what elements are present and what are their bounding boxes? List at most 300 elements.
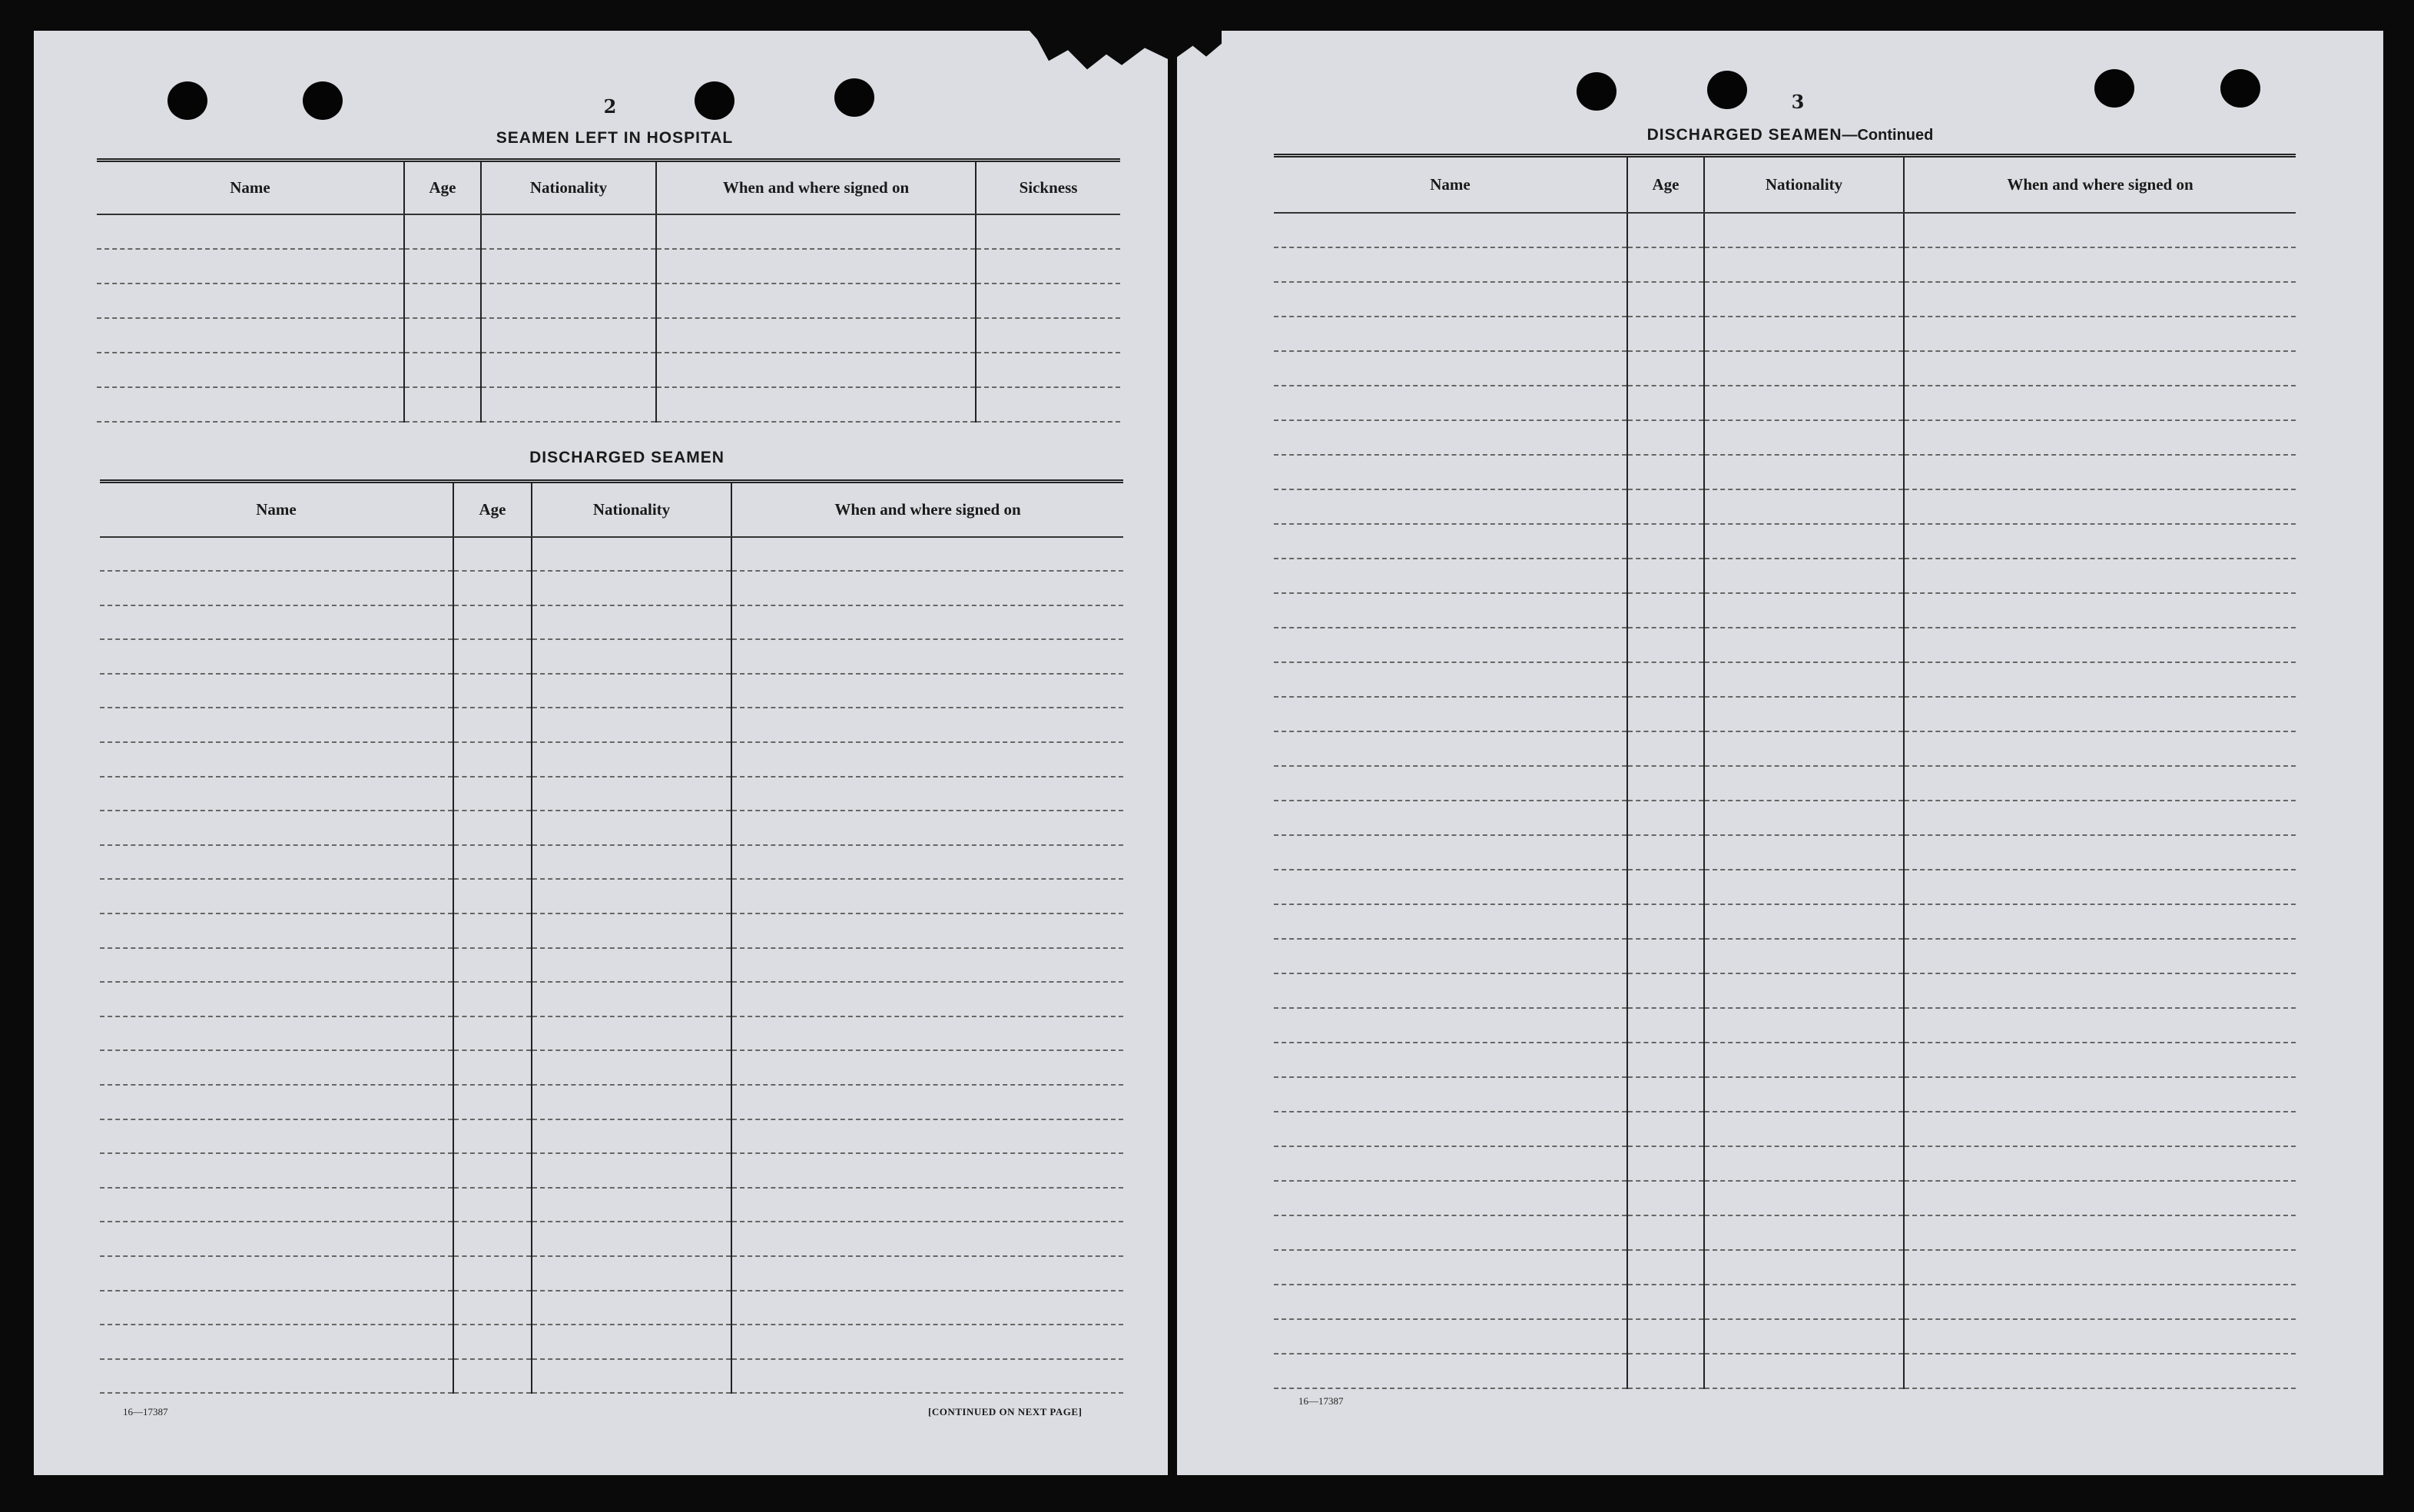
table-cell	[1704, 1285, 1904, 1319]
table-cell	[1704, 559, 1904, 593]
table-cell	[1274, 1043, 1627, 1077]
table-cell	[1274, 1112, 1627, 1146]
table-cell	[976, 387, 1120, 422]
table-cell	[97, 214, 404, 249]
table-cell	[1274, 835, 1627, 870]
table-cell	[100, 1119, 453, 1154]
table-row	[100, 982, 1123, 1016]
table-cell	[656, 353, 976, 387]
table-cell	[532, 1050, 731, 1085]
table-cell	[1274, 213, 1627, 247]
table-cell	[532, 811, 731, 845]
table-row	[1274, 801, 2296, 835]
punch-hole	[695, 81, 734, 120]
table-row	[100, 879, 1123, 914]
table-cell	[1904, 870, 2296, 904]
table-cell	[1704, 593, 1904, 628]
punch-hole	[2220, 69, 2260, 108]
table-cell	[731, 1016, 1123, 1051]
table-cell	[1627, 939, 1704, 973]
table-cell	[532, 845, 731, 880]
table-row	[1274, 1354, 2296, 1388]
table-cell	[731, 1222, 1123, 1256]
table-cell	[1704, 386, 1904, 420]
table-cell	[1704, 1008, 1904, 1043]
table-cell	[100, 982, 453, 1016]
table-row	[1274, 420, 2296, 455]
table-row	[1274, 455, 2296, 489]
table-cell	[453, 1119, 532, 1154]
table-cell	[656, 318, 976, 353]
column-header-age: Age	[404, 161, 481, 214]
table-cell	[1904, 1354, 2296, 1388]
table-cell	[1904, 1215, 2296, 1250]
column-header-age: Age	[453, 482, 532, 537]
table-row	[1274, 1077, 2296, 1112]
table-cell	[1274, 420, 1627, 455]
table-cell	[100, 1291, 453, 1325]
table-cell	[1627, 420, 1704, 455]
table-cell	[1627, 282, 1704, 317]
table-cell	[1904, 1285, 2296, 1319]
table-row	[100, 1153, 1123, 1188]
table-cell	[453, 914, 532, 948]
table-cell	[404, 214, 481, 249]
table-cell	[1627, 766, 1704, 801]
table-cell	[97, 353, 404, 387]
table-cell	[1704, 939, 1904, 973]
table-row	[97, 387, 1120, 422]
table-cell	[100, 845, 453, 880]
table-cell	[1904, 1250, 2296, 1285]
table-cell	[1274, 870, 1627, 904]
continued-note: [CONTINUED ON NEXT PAGE]	[928, 1406, 1083, 1418]
table-cell	[731, 674, 1123, 708]
table-row	[100, 639, 1123, 674]
table-cell	[731, 879, 1123, 914]
column-header-signed-on: When and where signed on	[656, 161, 976, 214]
table-cell	[1904, 1181, 2296, 1215]
table-cell	[97, 387, 404, 422]
table-cell	[1627, 351, 1704, 386]
table-cell	[1627, 489, 1704, 524]
table-cell	[453, 674, 532, 708]
table-row	[100, 1119, 1123, 1154]
table-cell	[1704, 317, 1904, 351]
punch-hole	[2094, 69, 2134, 108]
table-cell	[1704, 801, 1904, 835]
table-cell	[1274, 766, 1627, 801]
table-cell	[731, 571, 1123, 605]
table-cell	[1274, 351, 1627, 386]
table-cell	[731, 1050, 1123, 1085]
table-cell	[100, 1188, 453, 1222]
table-cell	[1627, 1285, 1704, 1319]
table-cell	[100, 1016, 453, 1051]
table-cell	[100, 571, 453, 605]
table-cell	[453, 1222, 532, 1256]
table-cell	[1274, 524, 1627, 559]
table-cell	[1627, 213, 1704, 247]
table-cell	[404, 249, 481, 284]
table-cell	[1627, 662, 1704, 697]
table-cell	[1627, 1319, 1704, 1354]
table-cell	[1704, 731, 1904, 766]
table-cell	[1904, 1008, 2296, 1043]
table-cell	[1627, 731, 1704, 766]
table-cell	[97, 284, 404, 318]
table-cell	[100, 1050, 453, 1085]
table-cell	[532, 1222, 731, 1256]
column-header-nationality: Nationality	[1704, 156, 1904, 213]
table-row	[1274, 1319, 2296, 1354]
table-cell	[731, 948, 1123, 983]
punch-hole	[1707, 71, 1747, 109]
table-cell	[453, 845, 532, 880]
table-cell	[731, 605, 1123, 640]
table-cell	[1274, 317, 1627, 351]
table-cell	[1704, 1043, 1904, 1077]
page-number: 2	[603, 95, 617, 118]
table-row	[100, 674, 1123, 708]
table-cell	[1627, 870, 1704, 904]
table-cell	[1274, 628, 1627, 662]
table-cell	[1274, 973, 1627, 1008]
table-cell	[481, 214, 656, 249]
table-cell	[481, 249, 656, 284]
table-cell	[1627, 317, 1704, 351]
table-cell	[453, 1325, 532, 1359]
table-cell	[97, 249, 404, 284]
table-cell	[1704, 662, 1904, 697]
table-cell	[453, 1188, 532, 1222]
table-cell	[1274, 1319, 1627, 1354]
table-cell	[481, 318, 656, 353]
table-cell	[731, 1085, 1123, 1119]
table-cell	[1627, 1146, 1704, 1181]
table-cell	[1627, 904, 1704, 939]
table-cell	[1704, 1319, 1904, 1354]
table-cell	[100, 1256, 453, 1291]
table-cell	[100, 708, 453, 742]
table-cell	[1627, 1008, 1704, 1043]
table-cell	[532, 1359, 731, 1394]
table-cell	[453, 537, 532, 572]
table-row	[1274, 213, 2296, 247]
table-cell	[453, 1256, 532, 1291]
table-row	[1274, 731, 2296, 766]
table-cell	[1274, 904, 1627, 939]
table-cell	[1704, 524, 1904, 559]
column-header-age: Age	[1627, 156, 1704, 213]
table-cell	[453, 1050, 532, 1085]
table-cell	[1904, 801, 2296, 835]
table-cell	[1627, 973, 1704, 1008]
table-cell	[100, 1085, 453, 1119]
table-row	[100, 1291, 1123, 1325]
table-row	[1274, 1146, 2296, 1181]
table-cell	[1274, 662, 1627, 697]
table-cell	[404, 353, 481, 387]
table-cell	[532, 674, 731, 708]
table-cell	[532, 742, 731, 777]
table-cell	[100, 1153, 453, 1188]
table-cell	[532, 777, 731, 811]
table-cell	[1274, 386, 1627, 420]
section-title-discharged-continued	[1552, 126, 2028, 144]
table-row	[100, 1050, 1123, 1085]
table-cell	[100, 1359, 453, 1394]
table-cell	[731, 914, 1123, 948]
table-cell	[532, 1085, 731, 1119]
table-cell	[1704, 213, 1904, 247]
table-cell	[1904, 628, 2296, 662]
table-cell	[1274, 247, 1627, 282]
table-header-row	[100, 482, 1123, 537]
table-cell	[1904, 835, 2296, 870]
table-row	[100, 1325, 1123, 1359]
table-cell	[1904, 317, 2296, 351]
table-cell	[1704, 766, 1904, 801]
table-row	[1274, 939, 2296, 973]
table-cell	[100, 948, 453, 983]
table-cell	[453, 948, 532, 983]
table-row	[100, 742, 1123, 777]
table-cell	[1274, 282, 1627, 317]
table-cell	[1904, 766, 2296, 801]
table-cell	[1274, 593, 1627, 628]
table-cell	[100, 811, 453, 845]
form-number: 16—17387	[123, 1406, 168, 1418]
table-cell	[1904, 213, 2296, 247]
table-cell	[1704, 628, 1904, 662]
table-cell	[1627, 1077, 1704, 1112]
table-cell	[100, 1222, 453, 1256]
table-row	[1274, 1285, 2296, 1319]
table-row	[97, 284, 1120, 318]
table-cell	[404, 318, 481, 353]
table-row	[97, 214, 1120, 249]
table-cell	[976, 214, 1120, 249]
table-cell	[1274, 489, 1627, 524]
table-cell	[100, 537, 453, 572]
table-cell	[1704, 870, 1904, 904]
table-cell	[1627, 593, 1704, 628]
table-row	[1274, 1112, 2296, 1146]
table-cell	[656, 249, 976, 284]
table-cell	[1627, 559, 1704, 593]
table-cell	[532, 879, 731, 914]
table-cell	[1704, 1077, 1904, 1112]
section-title-text: DISCHARGED SEAMEN	[1646, 126, 1842, 144]
table-cell	[453, 879, 532, 914]
table-cell	[1704, 835, 1904, 870]
table-cell	[1274, 1077, 1627, 1112]
table-cell	[453, 571, 532, 605]
table-cell	[481, 387, 656, 422]
table-cell	[1704, 697, 1904, 731]
column-header-name: Name	[1274, 156, 1627, 213]
table-row	[100, 1016, 1123, 1051]
table-row	[1274, 766, 2296, 801]
table-cell	[100, 742, 453, 777]
table-cell	[1904, 351, 2296, 386]
table-cell	[731, 845, 1123, 880]
table-cell	[100, 674, 453, 708]
table-cell	[731, 1325, 1123, 1359]
table-cell	[532, 605, 731, 640]
table-row	[1274, 628, 2296, 662]
table-row	[100, 1222, 1123, 1256]
table-cell	[532, 914, 731, 948]
table-cell	[1274, 1008, 1627, 1043]
table-cell	[1704, 1215, 1904, 1250]
table-cell	[1904, 973, 2296, 1008]
table-row	[1274, 1181, 2296, 1215]
table-row	[100, 914, 1123, 948]
table-cell	[1904, 247, 2296, 282]
table-cell	[1274, 731, 1627, 766]
table-cell	[1704, 282, 1904, 317]
table-cell	[656, 284, 976, 318]
table-cell	[404, 284, 481, 318]
table-cell	[731, 537, 1123, 572]
table-row	[1274, 559, 2296, 593]
table-cell	[1627, 628, 1704, 662]
table-cell	[532, 1016, 731, 1051]
punch-hole	[1577, 72, 1617, 111]
table-cell	[100, 879, 453, 914]
table-row	[97, 318, 1120, 353]
table-cell	[453, 811, 532, 845]
table-cell	[453, 1016, 532, 1051]
table-cell	[453, 708, 532, 742]
table-cell	[1704, 1181, 1904, 1215]
table-cell	[1704, 351, 1904, 386]
form-number: 16—17387	[1298, 1395, 1344, 1407]
table-cell	[1627, 1112, 1704, 1146]
table-cell	[532, 708, 731, 742]
table-cell	[1627, 1043, 1704, 1077]
table-cell	[453, 1359, 532, 1394]
table-cell	[453, 1153, 532, 1188]
table-cell	[1274, 1250, 1627, 1285]
table-cell	[532, 1256, 731, 1291]
table-cell	[532, 1291, 731, 1325]
table-row	[1274, 317, 2296, 351]
table-header-row	[97, 161, 1120, 214]
table-cell	[1704, 1354, 1904, 1388]
table-row	[1274, 973, 2296, 1008]
table-cell	[453, 777, 532, 811]
table-row	[100, 948, 1123, 983]
table-cell	[1704, 1250, 1904, 1285]
table-cell	[1904, 593, 2296, 628]
table-cell	[1627, 1354, 1704, 1388]
table-cell	[731, 639, 1123, 674]
table-header-row	[1274, 156, 2296, 213]
table-row	[1274, 1008, 2296, 1043]
table-cell	[1904, 386, 2296, 420]
table-cell	[1274, 1181, 1627, 1215]
table-cell	[731, 777, 1123, 811]
table-cell	[656, 387, 976, 422]
table-row	[1274, 489, 2296, 524]
table-cell	[976, 353, 1120, 387]
table-cell	[100, 639, 453, 674]
section-title-suffix: —Continued	[1842, 127, 1934, 144]
table-cell	[532, 1188, 731, 1222]
table-cell	[453, 1291, 532, 1325]
table-cell	[731, 708, 1123, 742]
table-cell	[731, 1153, 1123, 1188]
table-cell	[532, 948, 731, 983]
table-cell	[1627, 801, 1704, 835]
table-cell	[100, 1325, 453, 1359]
table-row	[1274, 282, 2296, 317]
table-cell	[1904, 1146, 2296, 1181]
table-cell	[1704, 904, 1904, 939]
table-cell	[1627, 524, 1704, 559]
table-cell	[1274, 1215, 1627, 1250]
column-header-name: Name	[97, 161, 404, 214]
table-cell	[731, 1291, 1123, 1325]
table-cell	[532, 571, 731, 605]
table-cell	[731, 982, 1123, 1016]
table-cell	[1904, 1112, 2296, 1146]
table-cell	[1904, 904, 2296, 939]
table-row	[100, 777, 1123, 811]
table-cell	[532, 1153, 731, 1188]
punch-hole	[167, 81, 207, 120]
table-cell	[1274, 939, 1627, 973]
table-cell	[976, 284, 1120, 318]
table-cell	[1704, 1112, 1904, 1146]
table-cell	[731, 1256, 1123, 1291]
table-row	[1274, 904, 2296, 939]
table-cell	[1704, 420, 1904, 455]
table-cell	[1274, 1146, 1627, 1181]
table-cell	[532, 1325, 731, 1359]
table-cell	[1627, 386, 1704, 420]
table-cell	[1904, 1077, 2296, 1112]
table-cell	[731, 742, 1123, 777]
table-cell	[532, 1119, 731, 1154]
table-cell	[1704, 489, 1904, 524]
table-cell	[731, 811, 1123, 845]
table-cell	[532, 982, 731, 1016]
table-row	[97, 249, 1120, 284]
table-cell	[453, 605, 532, 640]
table-row	[100, 1359, 1123, 1394]
table-cell	[404, 387, 481, 422]
table-row	[100, 571, 1123, 605]
table-cell	[731, 1188, 1123, 1222]
table-row	[100, 708, 1123, 742]
section-title-discharged: DISCHARGED SEAMEN	[529, 449, 725, 466]
table-cell	[1627, 1215, 1704, 1250]
table-cell	[1274, 1285, 1627, 1319]
table-cell	[1627, 455, 1704, 489]
table-row	[100, 1256, 1123, 1291]
table-row	[1274, 1250, 2296, 1285]
table-cell	[1904, 1043, 2296, 1077]
table-cell	[731, 1359, 1123, 1394]
table-row	[100, 845, 1123, 880]
hospital-table	[97, 158, 1120, 423]
table-cell	[1904, 559, 2296, 593]
table-row	[1274, 524, 2296, 559]
